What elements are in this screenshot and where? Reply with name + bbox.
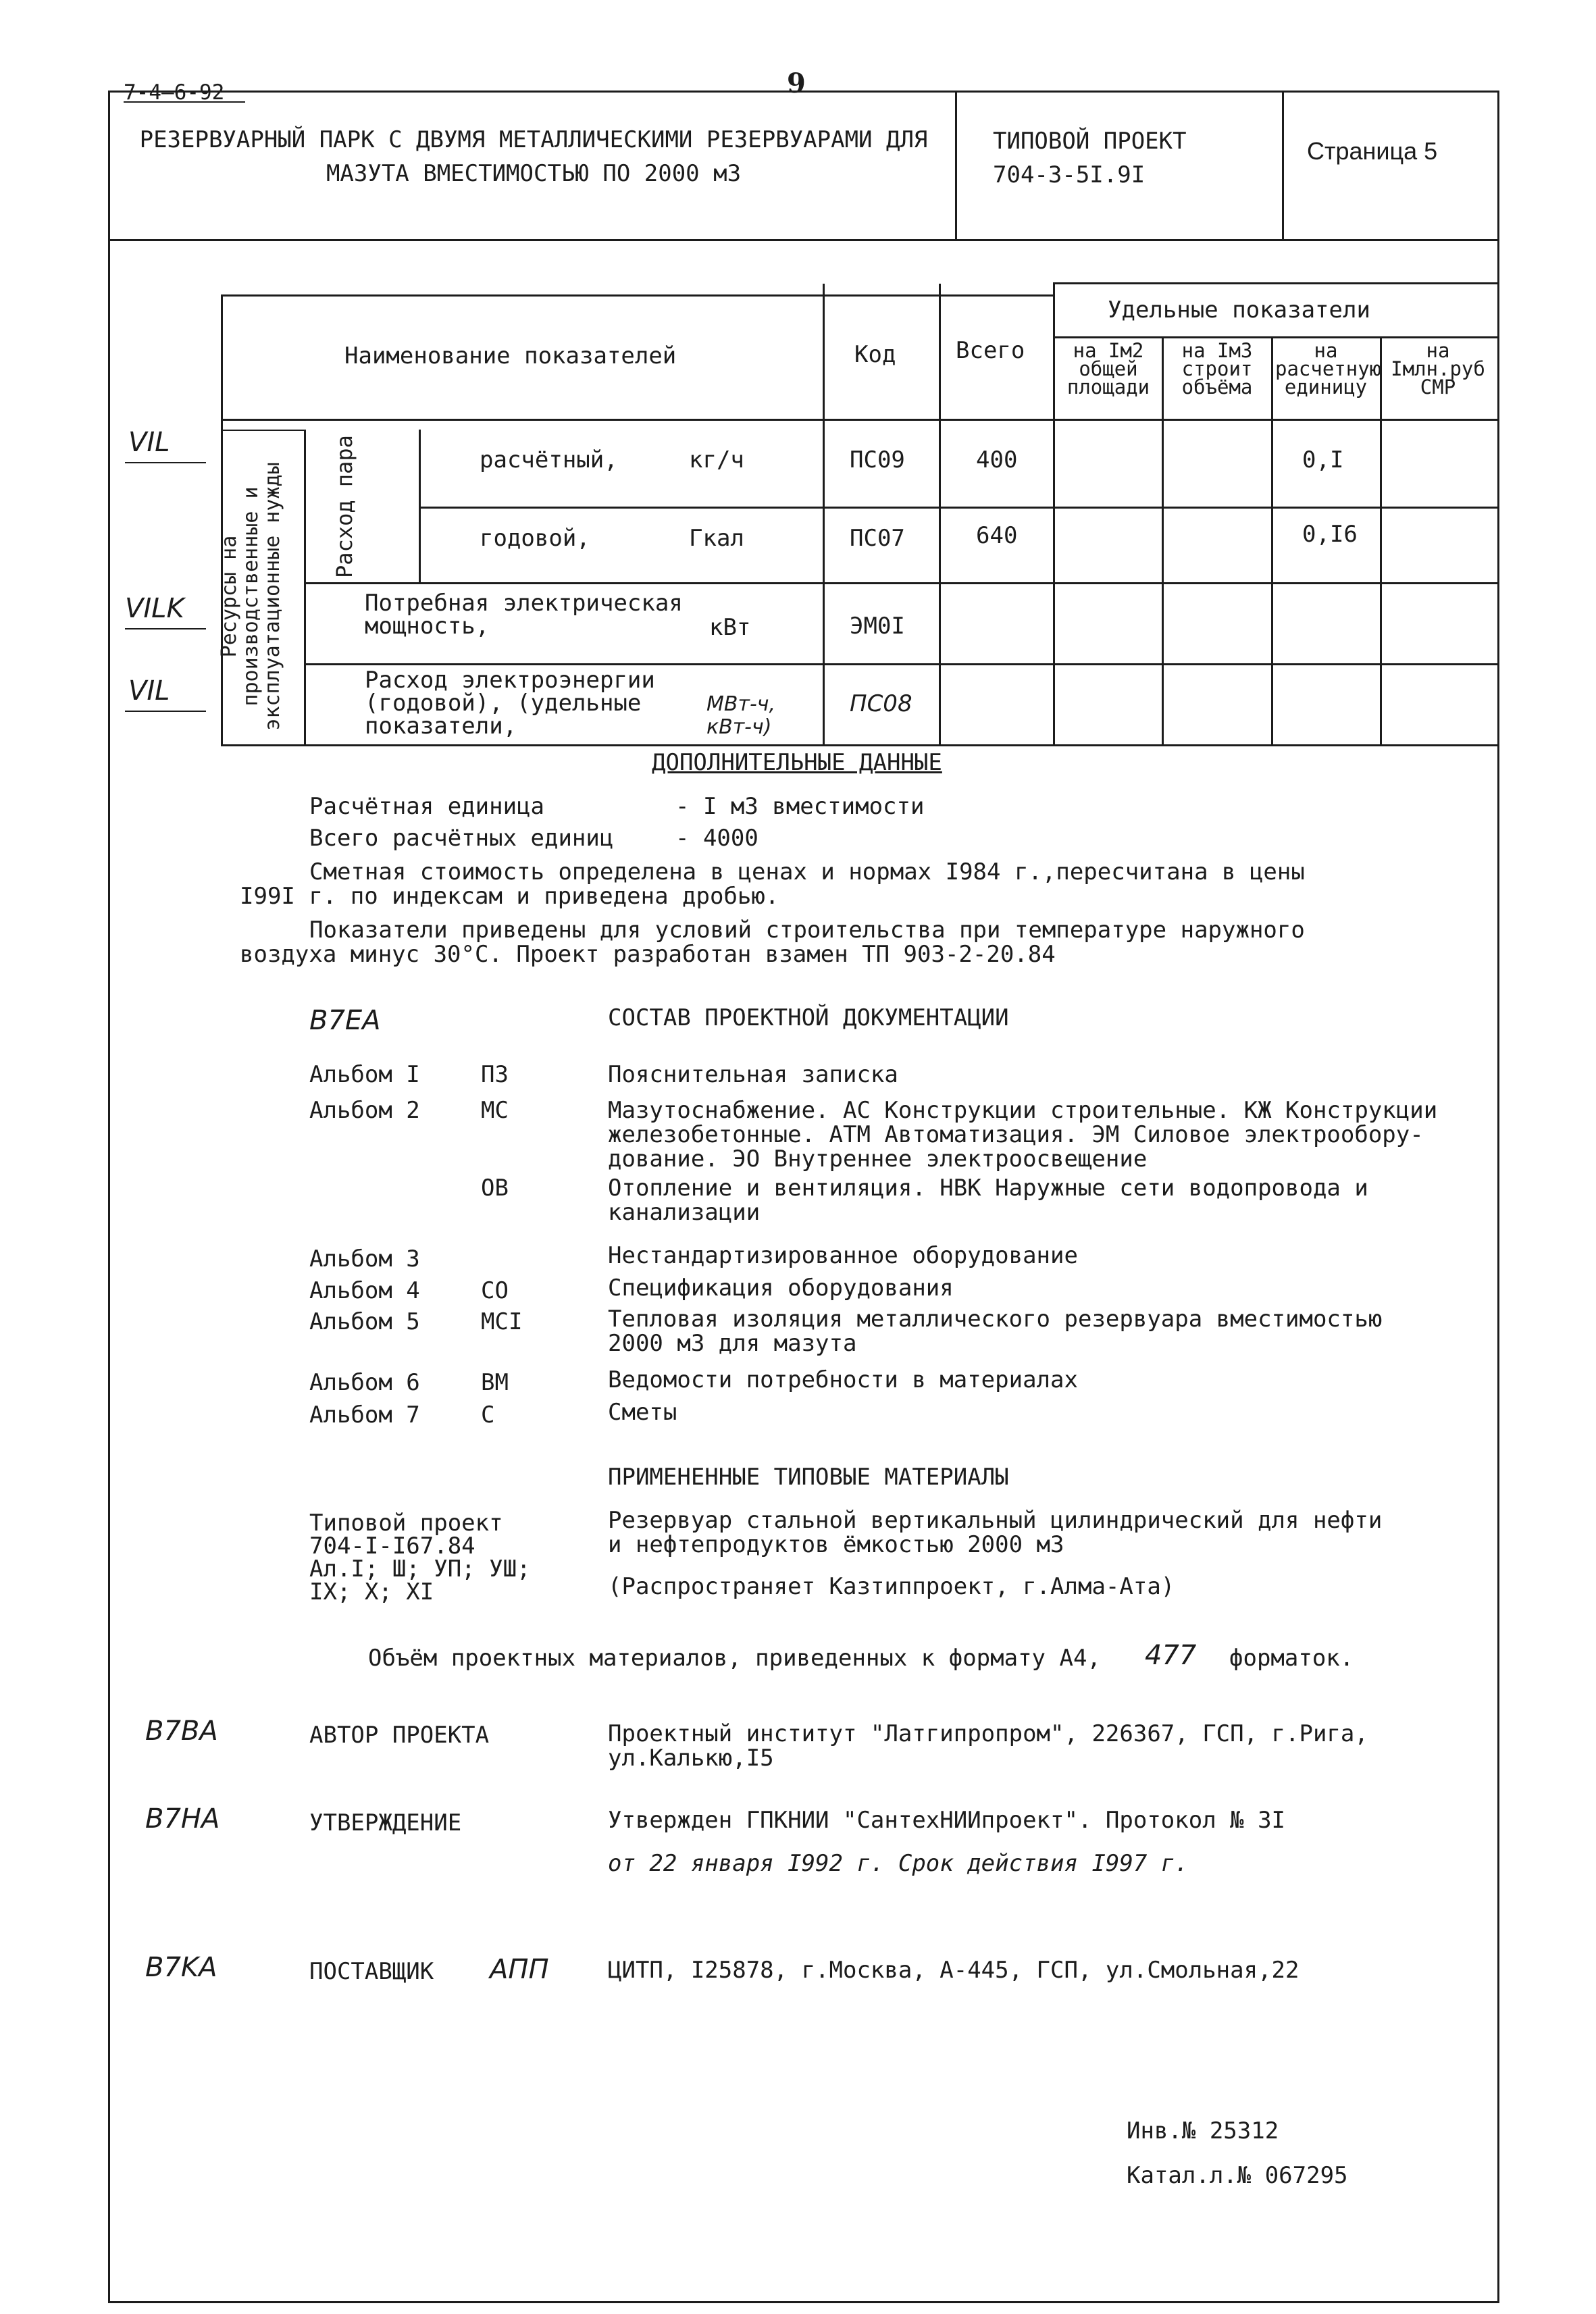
supplier-text: ЦИТП, I25878, г.Москва, А-445, ГСП, ул.Смольная,22 [608,1957,1299,1984]
album-7-desc: Сметы [608,1399,677,1426]
calc-unit-value: - I м3 вместимости [675,793,925,820]
album-5-label: Альбом 5 [309,1308,420,1335]
row-2-per-unit: 0,I6 [1302,521,1358,548]
album-6-desc: Ведомости потребности в материалах [608,1366,1078,1393]
author-line-2: ул.Калькю,I5 [608,1745,774,1772]
page-number: 9 [787,68,806,99]
supplier-label: ПОСТАВЩИК [309,1958,434,1985]
row-2-code: ПС07 [850,525,905,552]
total-units-label: Всего расчётных единиц [309,825,614,852]
margin-mark-2: VILK [125,593,184,624]
header-per-m2: на Iм2 общей площади [1066,339,1150,398]
album-3-desc: Нестандартизированное оборудование [608,1242,1078,1269]
document-title: РЕЗЕРВУАРНЫЙ ПАРК С ДВУМЯ МЕТАЛЛИЧЕСКИМИ РЕЗЕРВУАРАМИ ДЛЯ МАЗУТА ВМЕСТИМОСТЬЮ ПО 2000 м3 [139,126,928,187]
row-1-total: 400 [976,446,1018,473]
row-1-code: ПС09 [850,446,905,473]
album-6-mark: ВМ [481,1369,509,1396]
approval-line-1: Утвержден ГПКНИИ "СантехНИИпроект". Протокол № 3I [608,1807,1286,1834]
ov-desc-2: канализации [608,1199,761,1226]
typical-ref-3: Ал.I; Ш; УП; УШ; [309,1555,531,1583]
album-5-desc-1: Тепловая изоляция металлического резервуара вместимостью [608,1306,1383,1333]
album-4-desc: Спецификация оборудования [608,1275,954,1302]
resources-group-label: Ресурсы на производственные и эксплуатационные нужды [217,462,284,731]
approval-label: УТВЕРЖДЕНИЕ [309,1809,462,1836]
page-label: Страница 5 [1307,137,1438,165]
supplier-code: B7KA [145,1952,217,1983]
row-4-name: Расход электроэнергии (годовой), (удельные показатели, [365,667,655,740]
row-2-unit: Гкал [689,525,744,552]
row-2-total: 640 [976,522,1018,549]
cost-note-line-1: Сметная стоимость определена в ценах и нормах I984 г.,пересчитана в цены [309,858,1305,885]
steam-consumption-label: Расход пара [332,435,357,578]
album-2-desc-1: Мазутоснабжение. АС Конструкции строительные. КЖ Конструкции [608,1097,1438,1124]
ov-mark: ОВ [481,1175,509,1202]
album-3-label: Альбом 3 [309,1245,420,1272]
row-4-unit: МВт-ч, кВт-ч) [706,692,776,739]
row-1-name: расчётный, [480,446,618,473]
author-code: B7BA [145,1716,218,1747]
author-label: АВТОР ПРОЕКТА [309,1722,490,1749]
typical-desc-2: и нефтепродуктов ёмкостью 2000 м3 [608,1531,1064,1558]
title-block-bottom-line [108,239,1497,241]
album-2-mark: МС [481,1097,509,1124]
album-5-desc-2: 2000 м3 для мазута [608,1330,857,1357]
inventory-number: Инв.№ 25312 [1127,2117,1279,2144]
margin-mark-1: VIL [128,427,170,458]
author-line-1: Проектный институт "Латгипропром", 226367, ГСП, г.Рига, [608,1720,1368,1747]
album-6-label: Альбом 6 [309,1369,420,1396]
typical-ref-1: Типовой проект [309,1510,503,1537]
album-2-label: Альбом 2 [309,1097,420,1124]
climate-note-line-2: воздуха минус 30°С. Проект разработан взамен ТП 903-2-20.84 [240,941,1056,968]
supplier-mark: АПП [490,1954,549,1985]
approval-line-2: от 22 января I992 г. Срок действия I997 г. [608,1850,1189,1877]
project-label: ТИПОВОЙ ПРОЕКТ [993,128,1187,155]
row-4-code: ПС08 [850,690,912,717]
album-1-desc: Пояснительная записка [608,1061,898,1088]
row-3-name: Потребная электрическая мощность, [365,590,683,640]
header-total: Всего [956,337,1025,364]
composition-heading: СОСТАВ ПРОЕКТНОЙ ДОКУМЕНТАЦИИ [608,1004,1009,1031]
header-per-mln: на Iмлн.руб СМР [1391,339,1485,398]
project-number: 704-3-5I.9I [993,161,1145,188]
composition-code: B7EA [309,1005,381,1036]
header-code: Код [854,341,896,368]
album-5-mark: МСI [481,1308,523,1335]
margin-line-3 [125,711,206,712]
header-specific: Удельные показатели [1108,297,1370,324]
typical-desc-1: Резервуар стальной вертикальный цилиндрический для нефти [608,1507,1383,1534]
cost-note-line-2: I99I г. по индексам и приведена дробью. [240,883,779,910]
doc-code: 7-4—6-92 [124,80,225,105]
title-divider-1 [955,91,957,240]
album-4-label: Альбом 4 [309,1277,420,1304]
header-name: Наименование показателей [344,342,677,369]
album-2-desc-3: дование. ЭО Внутреннее электроосвещение [608,1146,1148,1173]
album-1-label: Альбом I [309,1061,420,1088]
typical-materials-heading: ПРИМЕНЕННЫЕ ТИПОВЫЕ МАТЕРИАЛЫ [608,1464,1009,1491]
row-2-name: годовой, [480,525,590,552]
album-4-mark: СО [481,1277,509,1304]
header-per-unit: на расчетную единицу [1275,339,1382,398]
album-1-mark: ПЗ [481,1061,509,1088]
header-per-m3: на Iм3 строит объёма [1181,339,1253,398]
climate-note-line-1: Показатели приведены для условий строительства при температуре наружного [309,917,1305,944]
margin-mark-3: VIL [128,675,170,706]
row-1-per-unit: 0,I [1302,446,1344,473]
calc-unit-label: Расчётная единица [309,793,544,820]
ov-desc-1: Отопление и вентиляция. НВК Наружные сети водопровода и [608,1175,1368,1202]
volume-count: 477 [1145,1640,1197,1671]
typical-ref-4: IX; X; XI [309,1578,434,1605]
additional-heading: ДОПОЛНИТЕЛЬНЫЕ ДАННЫЕ [652,749,942,776]
album-7-label: Альбом 7 [309,1402,420,1429]
album-2-desc-2: железобетонные. АТМ Автоматизация. ЭМ Силовое электрообору- [608,1121,1424,1148]
album-7-mark: С [481,1402,495,1429]
catalog-number: Катал.л.№ 067295 [1127,2162,1348,2189]
margin-line-1 [125,462,206,463]
margin-line-2 [125,628,206,629]
typical-distributor: (Распространяет Казтиппроект, г.Алма-Ата) [608,1573,1175,1600]
row-1-unit: кг/ч [689,446,744,473]
typical-ref-2: 704-I-I67.84 [309,1533,475,1560]
volume-suffix: форматок. [1229,1645,1354,1672]
row-3-code: ЭМ0I [850,613,905,640]
total-units-value: - 4000 [675,825,758,852]
volume-text: Объём проектных материалов, приведенных к формату А4, [368,1645,1101,1672]
title-divider-2 [1282,91,1284,240]
approval-code: B7HA [145,1803,220,1834]
row-3-unit: кВт [709,614,751,641]
